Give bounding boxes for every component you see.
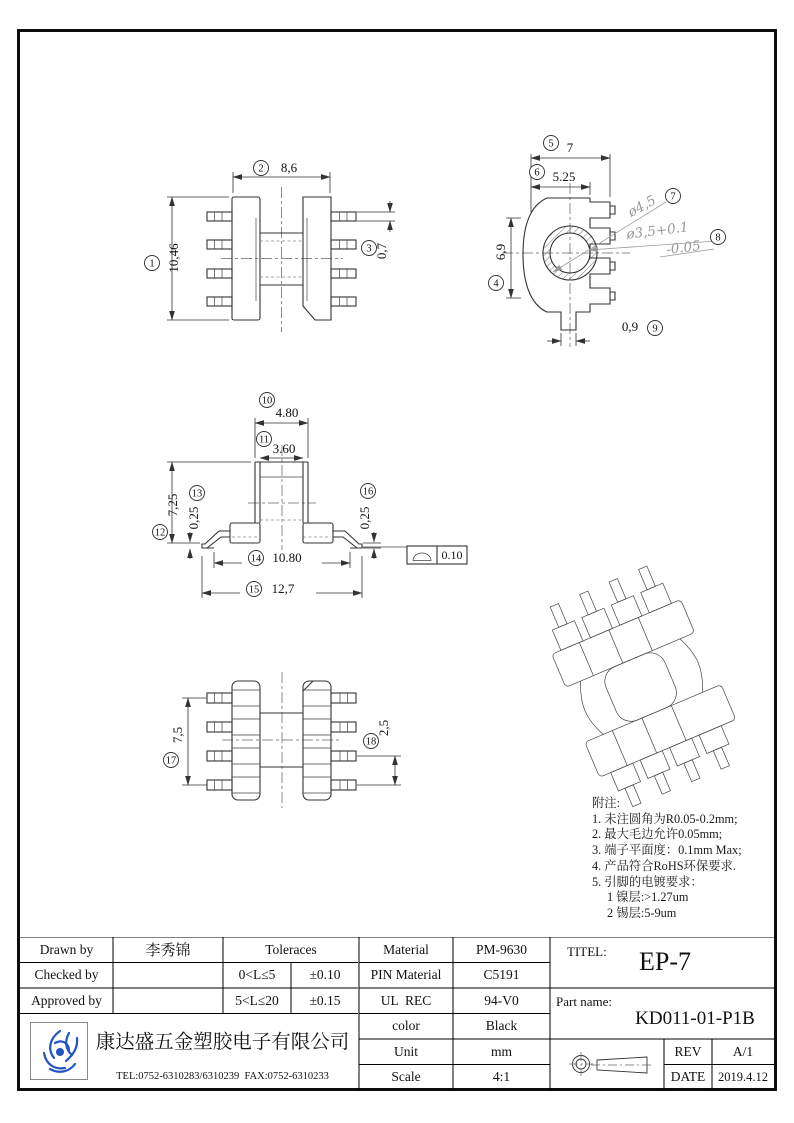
color-value: Black (485, 1018, 518, 1034)
note-line: 1. 未注圆角为R0.05-0.2mm; (592, 811, 738, 826)
balloon-6 (530, 165, 545, 180)
unit-label: Unit (393, 1043, 418, 1059)
svg-text:18: 18 (365, 736, 377, 748)
balloon-5 (544, 136, 559, 151)
rev-value: A/1 (732, 1043, 754, 1059)
drawn-by-value: 李秀锦 (145, 943, 191, 960)
company-contact: TEL:0752-6310283/6310239 FAX:0752-6310233 (116, 1070, 329, 1082)
part-name-label: Part name: (556, 994, 612, 1009)
svg-text:6: 6 (534, 167, 540, 179)
svg-text:2: 2 (258, 163, 264, 175)
dim-side-core-dia: ø3,5+0.1 (625, 219, 690, 243)
part-name-value: KD011-01-P1B (635, 1008, 755, 1029)
balloon-9 (648, 321, 663, 336)
dim-pin-span: 10.80 (272, 550, 302, 565)
checked-by-label: Checked by (34, 967, 99, 983)
balloon-8 (711, 230, 726, 245)
unit-value: mm (490, 1043, 512, 1059)
svg-text:7: 7 (670, 191, 676, 203)
pin-material-value: C5191 (483, 967, 520, 983)
balloon-4 (489, 276, 504, 291)
dim-side-outer-dia: ø4,5 (625, 192, 659, 221)
svg-text:10: 10 (261, 395, 273, 407)
balloon-15 (247, 582, 262, 597)
tol-value-2: ±0.15 (309, 992, 341, 1008)
dim-foot-right: 0,25 (357, 506, 372, 530)
dim-total-span: 12,7 (271, 581, 295, 596)
dim-front-width: 8,6 (280, 160, 298, 175)
dim-profile-height: 7,25 (165, 493, 180, 517)
ul-label: UL REC (380, 992, 432, 1008)
svg-text:13: 13 (191, 488, 203, 500)
dim-front-pin: 0,7 (374, 242, 389, 260)
side-view (489, 136, 726, 348)
svg-text:4: 4 (493, 278, 499, 290)
pin-material-label: PIN Material (370, 967, 442, 983)
title-value: EP-7 (639, 947, 691, 976)
svg-text:8: 8 (715, 232, 721, 244)
title-label: TITEL: (567, 944, 607, 959)
svg-text:17: 17 (165, 755, 177, 767)
balloon-7 (666, 189, 681, 204)
svg-text:16: 16 (362, 486, 374, 498)
svg-text:15: 15 (248, 584, 260, 596)
front-view (145, 160, 396, 332)
dim-core-outer: 4.80 (275, 405, 299, 420)
dim-pin-row-span: 7,5 (170, 726, 185, 744)
iso-view (531, 557, 752, 814)
balloon-12 (153, 525, 168, 540)
dim-side-flange: 5.25 (552, 169, 576, 184)
balloon-14 (249, 551, 264, 566)
tol-range-1: 0<L≤5 (238, 967, 276, 983)
note-line: 5. 引脚的电镀要求： (592, 874, 703, 889)
checked-by-value (113, 963, 223, 989)
date-value: 2019.4.12 (718, 1069, 768, 1084)
ul-value: 94-V0 (484, 992, 519, 1008)
notes-title: 附注: (592, 796, 621, 810)
dim-side-foot: 0,9 (621, 319, 639, 334)
color-label: color (392, 1018, 420, 1034)
svg-text:5: 5 (548, 138, 554, 150)
dim-side-core-tol: -0.05 (665, 237, 702, 259)
tolerances-label: Toleraces (265, 941, 317, 957)
balloon-13 (190, 486, 205, 501)
company-name: 康达盛五金塑胶电子有限公司 (95, 1032, 350, 1053)
svg-text:11: 11 (258, 434, 270, 446)
svg-text:1: 1 (149, 258, 155, 270)
note-line: 3. 端子平面度：0.1mm Max; (592, 843, 742, 858)
svg-text:12: 12 (154, 527, 166, 539)
dim-side-height: 6,9 (493, 243, 508, 261)
projection-symbol (569, 1052, 653, 1076)
material-label: Material (383, 941, 429, 957)
drawn-by-label: Drawn by (39, 941, 94, 957)
flatness-value: 0.10 (441, 548, 463, 562)
date-label: DATE (670, 1069, 706, 1085)
dim-front-height: 10,46 (166, 243, 181, 273)
swirl-logo-icon (31, 1023, 87, 1079)
balloon-17 (164, 753, 179, 768)
balloon-10 (260, 393, 275, 408)
svg-text:3: 3 (366, 243, 372, 255)
note-line: 4. 产品符合RoHS环保要求. (592, 858, 736, 873)
balloon-11 (257, 432, 272, 447)
flatness-icon (413, 553, 431, 561)
notes (592, 796, 787, 922)
dim-pin-pitch: 2,5 (376, 719, 391, 737)
dim-foot-left: 0,25 (186, 506, 201, 530)
note-line: 2. 最大毛边允许0.05mm; (592, 827, 723, 842)
approved-by-label: Approved by (31, 992, 102, 1008)
balloon-16 (361, 484, 376, 499)
dim-core-inner: 3.60 (272, 441, 296, 456)
company-logo (30, 1022, 88, 1080)
scale-value: 4:1 (492, 1069, 511, 1085)
profile-view (153, 393, 468, 599)
svg-text:14: 14 (250, 553, 262, 565)
scale-label: Scale (391, 1069, 421, 1085)
rev-label: REV (674, 1043, 702, 1059)
approved-by-value (113, 988, 223, 1014)
note-line: 1 镍层:>1.27um (607, 890, 689, 905)
svg-text:9: 9 (652, 323, 658, 335)
balloon-2 (254, 161, 269, 176)
title-block (20, 937, 774, 1090)
note-line: 2 锡层:5-9um (607, 905, 677, 920)
dim-side-total: 7 (566, 140, 574, 155)
top-view (164, 672, 402, 808)
tol-value-1: ±0.10 (309, 967, 341, 983)
material-value: PM-9630 (475, 941, 527, 957)
balloon-1 (145, 256, 160, 271)
top-pins (207, 693, 356, 790)
flatness-callout (362, 546, 467, 564)
tol-range-2: 5<L≤20 (235, 992, 279, 1008)
